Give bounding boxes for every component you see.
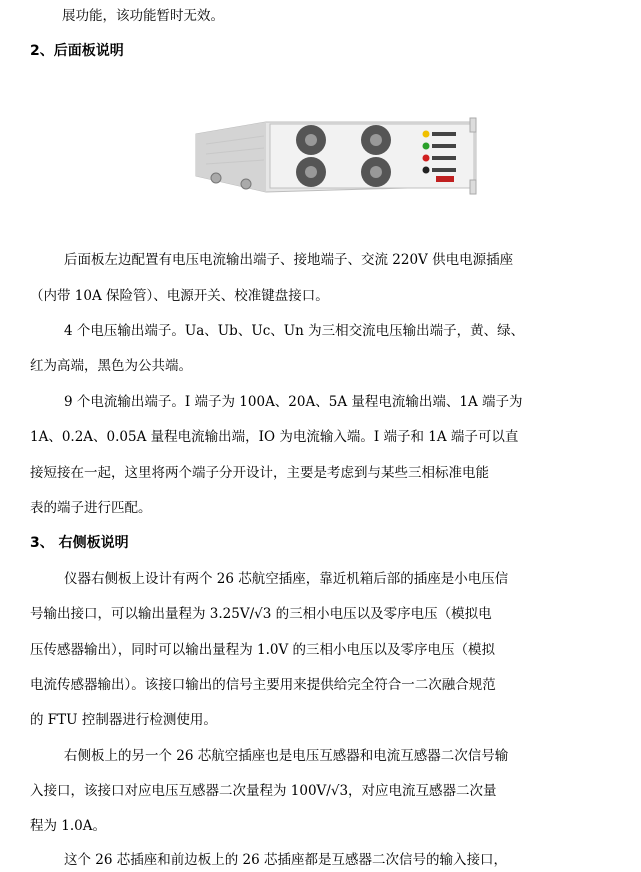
text-line: 表的端子进行匹配。 (30, 500, 152, 516)
text-line: 仪器右侧板上设计有两个 26 芯航空插座，靠近机箱后部的插座是小电压信 (64, 571, 509, 587)
text-line: 后面板左边配置有电压电流输出端子、接地端子、交流 220V 供电电源插座 (64, 252, 514, 268)
text-line: （内带 10A 保险管）、电源开关、校准键盘接口。 (30, 288, 329, 304)
text-line: 9 个电流输出端子。I 端子为 100A、20A、5A 量程电流输出端、1A 端子为 (64, 394, 523, 410)
section-heading-rear-panel: 2、后面板说明 (30, 43, 124, 59)
section-heading-right-panel: 3、 右侧板说明 (30, 535, 129, 551)
text-line: 右侧板上的另一个 26 芯航空插座也是电压互感器和电流互感器二次信号输 (64, 748, 509, 764)
text-line: 电流传感器输出）。该接口输出的信号主要用来提供给完全符合一二次融合规范 (30, 677, 496, 693)
text-line: 红为高端，黑色为公共端。 (30, 358, 192, 374)
text-line: 的 FTU 控制器进行检测使用。 (30, 712, 217, 728)
text-line: 1A、0.2A、0.05A 量程电流输出端，IO 为电流输入端。I 端子和 1A 端子可以直 (30, 429, 519, 445)
rear-panel-device-image (186, 114, 486, 204)
text-line: 程为 1.0A。 (30, 818, 107, 834)
text-line: 4 个电压输出端子。Ua、Ub、Uc、Un 为三相交流电压输出端子，黄、绿、 (64, 323, 525, 339)
text-line: 压传感器输出），同时可以输出量程为 1.0V 的三相小电压以及零序电压（模拟 (30, 642, 496, 658)
text-line: 接短接在一起，这里将两个端子分开设计，主要是考虑到与某些三相标准电能 (30, 465, 489, 481)
text-line: 展功能，该功能暂时无效。 (62, 8, 224, 24)
text-line: 号输出接口，可以输出量程为 3.25V/√3 的三相小电压以及零序电压（模拟电 (30, 606, 492, 622)
text-line: 入接口，该接口对应电压互感器二次量程为 100V/√3，对应电流互感器二次量 (30, 783, 497, 799)
text-line: 这个 26 芯插座和前边板上的 26 芯插座都是互感器二次信号的输入接口， (64, 852, 508, 868)
